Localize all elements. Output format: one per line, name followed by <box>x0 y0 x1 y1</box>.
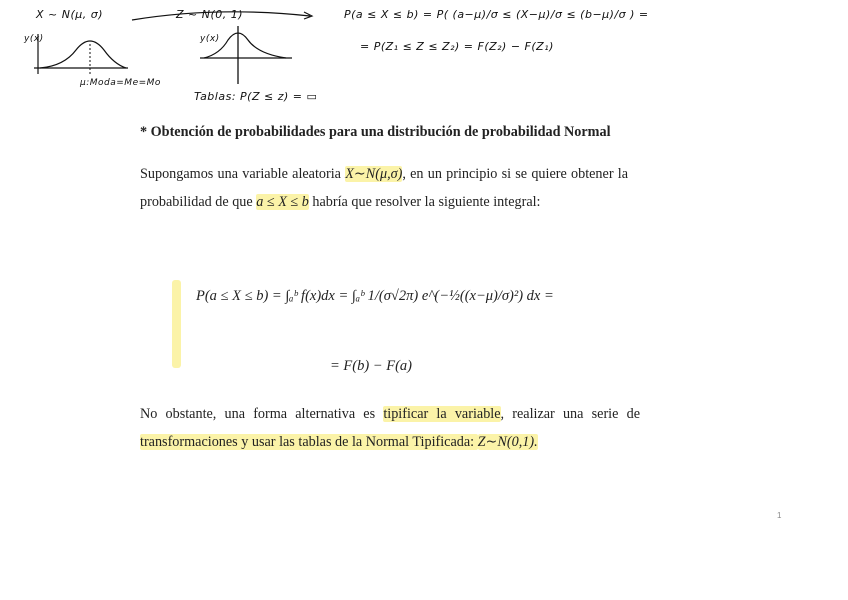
para3-highlight-tipificar: tipificar la variable <box>383 406 501 422</box>
para1-text-c: habría que resolver la siguiente integral: <box>308 194 541 210</box>
hw-distribution: X ~ N(μ, σ) <box>36 8 104 21</box>
para3-text-b: , realizar una serie de <box>500 406 640 422</box>
page-number: 1 <box>777 511 782 520</box>
hw-y-label-right: y(x) <box>200 34 220 44</box>
highlight-bar <box>172 280 181 368</box>
formula-result: = F(b) − F(a) <box>330 358 412 374</box>
hw-standard: Z ~ N(0, 1) <box>176 8 244 21</box>
para3-text-a: No obstante, una forma alternativa es <box>140 406 384 422</box>
hw-tables-note: Tablas: P(Z ≤ z) = ▭ <box>194 90 318 103</box>
section-heading: * Obtención de probabilidades para una distribución de probabilidad Normal <box>140 124 611 140</box>
paragraph-intro <box>140 160 628 216</box>
hw-probability-line1: P(a ≤ X ≤ b) = P( (a−μ)/σ ≤ (X−μ)/σ ≤ (b−μ)/σ ) = <box>344 8 649 21</box>
para1-math-distribution: X∼N(μ,σ) <box>345 166 403 182</box>
hw-axis-note: μ:Moda=Me=Mo <box>80 78 161 88</box>
document-body <box>140 118 628 216</box>
hw-y-label-left: y(x) <box>24 34 44 44</box>
hw-probability-line2: = P(Z₁ ≤ Z ≤ Z₂) = F(Z₂) − F(Z₁) <box>360 40 554 53</box>
para3-math-standard: Z∼N(0,1). <box>477 434 538 450</box>
paragraph-alternative <box>140 400 640 456</box>
handwritten-notes <box>0 0 848 112</box>
para3-highlight-transformaciones: transformaciones y usar las tablas de la Normal Tipificada: <box>140 434 478 450</box>
para1-text-b: , en un principio si se quiere obtener la probabilidad de que <box>140 166 629 210</box>
para1-math-interval: a ≤ X ≤ b <box>256 194 309 210</box>
formula-integral: P(a ≤ X ≤ b) = ∫ₐᵇ f(x)dx = ∫ₐᵇ 1/(σ√2π) e^(−½((x−μ)/σ)²) dx = <box>196 288 554 304</box>
para1-text-a: Supongamos una variable aleatoria <box>140 166 346 182</box>
